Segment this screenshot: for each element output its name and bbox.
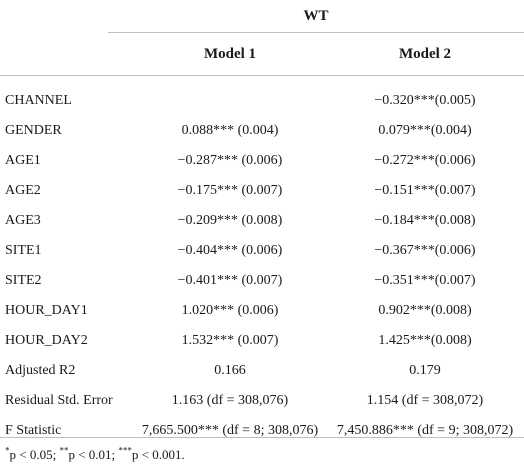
model-2-cell: −0.272***(0.006) bbox=[374, 153, 476, 168]
model-1-cell: −0.287*** (0.006) bbox=[177, 153, 283, 168]
model-2-cell: −0.351***(0.007) bbox=[374, 273, 476, 288]
model-1-cell: 1.020*** (0.006) bbox=[181, 303, 279, 318]
row-label: GENDER bbox=[5, 123, 62, 138]
row-label: Adjusted R2 bbox=[5, 363, 76, 378]
model-1-cell: 1.532*** (0.007) bbox=[181, 333, 279, 348]
row-label: CHANNEL bbox=[5, 93, 72, 108]
model-1-cell: −0.175*** (0.007) bbox=[177, 183, 283, 198]
row-label: SITE2 bbox=[5, 273, 42, 288]
column-header-model-1: Model 1 bbox=[203, 46, 257, 62]
table-row bbox=[0, 206, 524, 236]
model-2-cell: 0.079***(0.004) bbox=[378, 123, 472, 138]
row-label: F Statistic bbox=[5, 423, 62, 438]
table-row bbox=[0, 176, 524, 206]
model-2-cell: 1.425***(0.008) bbox=[378, 333, 472, 348]
table-row bbox=[0, 296, 524, 326]
model-1-cell: −0.404*** (0.006) bbox=[177, 243, 283, 258]
table-row bbox=[0, 356, 524, 386]
header-rule bbox=[0, 75, 524, 76]
model-2-cell: −0.184***(0.008) bbox=[374, 213, 476, 228]
model-1-cell: 7,665.500*** (df = 8; 308,076) bbox=[141, 423, 319, 438]
table-row bbox=[0, 116, 524, 146]
row-label: HOUR_DAY1 bbox=[5, 303, 88, 318]
table-row bbox=[0, 266, 524, 296]
footnote-text-3: p < 0.001. bbox=[131, 447, 185, 462]
group-header-wt: WT bbox=[303, 8, 329, 24]
model-2-cell: −0.320***(0.005) bbox=[374, 93, 476, 108]
column-header-model-2: Model 2 bbox=[398, 46, 452, 62]
footnote-marker-1: * bbox=[5, 445, 10, 456]
row-label: AGE3 bbox=[5, 213, 41, 228]
footnote-marker-3: *** bbox=[118, 445, 132, 456]
group-header-rule bbox=[108, 32, 524, 33]
footnote-text-1: p < 0.05; bbox=[9, 447, 60, 462]
row-label: AGE1 bbox=[5, 153, 41, 168]
model-2-cell: 1.154 (df = 308,072) bbox=[366, 393, 484, 408]
model-1-cell: −0.401*** (0.007) bbox=[177, 273, 283, 288]
model-1-cell: −0.209*** (0.008) bbox=[177, 213, 283, 228]
table-row bbox=[0, 416, 524, 446]
footnote-text-2: p < 0.01; bbox=[68, 447, 119, 462]
model-1-cell: 0.088*** (0.004) bbox=[181, 123, 279, 138]
model-1-cell: 0.166 bbox=[214, 363, 246, 378]
table-row bbox=[0, 326, 524, 356]
footnote-marker-2: ** bbox=[59, 445, 69, 456]
model-2-cell: −0.151***(0.007) bbox=[374, 183, 476, 198]
row-label: Residual Std. Error bbox=[5, 393, 113, 408]
row-label: SITE1 bbox=[5, 243, 42, 258]
table-row bbox=[0, 86, 524, 116]
row-label: AGE2 bbox=[5, 183, 41, 198]
model-2-cell: 0.902***(0.008) bbox=[378, 303, 472, 318]
table-row bbox=[0, 146, 524, 176]
significance-footnote bbox=[5, 446, 185, 464]
model-2-cell: 0.179 bbox=[409, 363, 441, 378]
model-1-cell: 1.163 (df = 308,076) bbox=[171, 393, 289, 408]
table-row bbox=[0, 236, 524, 266]
bottom-rule bbox=[0, 437, 524, 438]
table-body bbox=[0, 86, 524, 446]
model-2-cell: 7,450.886*** (df = 9; 308,072) bbox=[336, 423, 514, 438]
model-2-cell: −0.367***(0.006) bbox=[374, 243, 476, 258]
table-row bbox=[0, 386, 524, 416]
row-label: HOUR_DAY2 bbox=[5, 333, 88, 348]
